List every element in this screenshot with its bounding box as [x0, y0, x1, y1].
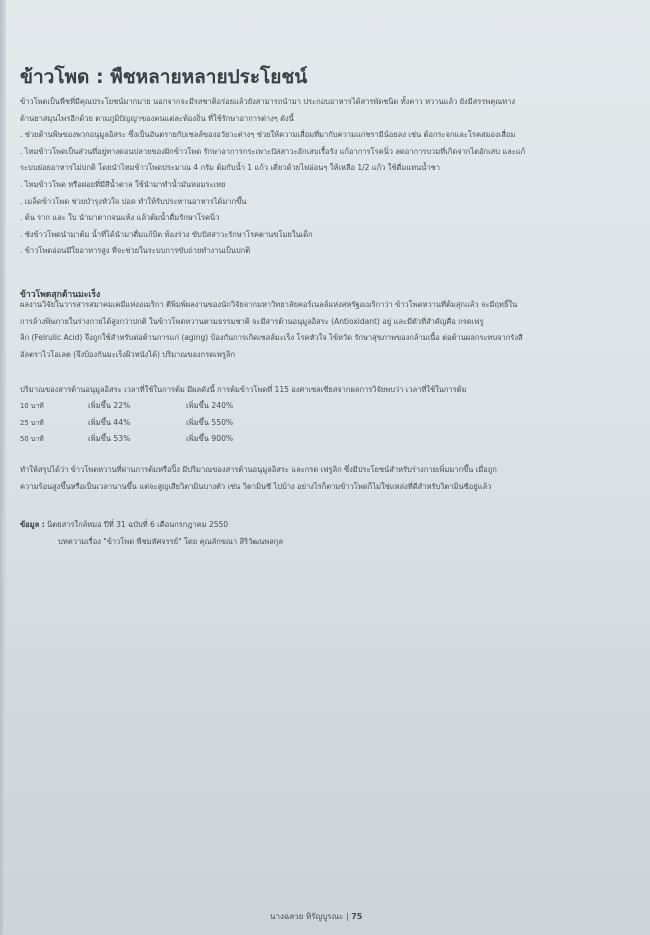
page-footer: [270, 910, 362, 923]
benefit-item: . ต้น ราก และ ใบ นำมาตากจนแห้ง แล้วต้มน้ำดื่มรักษาโรคนิ่ว: [20, 213, 220, 223]
section-heading: ข้าวโพดสุกต้านมะเร็ง: [20, 290, 101, 300]
source-citation: [20, 517, 283, 550]
benefit-item: . ช่วยต้านพิษของพวกอนุมูลอิสระ ซึ่งเป็นอันตรายกับเซลล์ของอวัยวะต่างๆ ช่วยให้ความเสื่อมที่มากับความแก่ชรามีน้อยลง เช่น ต้อกระจกและโรคสมองเสื่อม: [20, 130, 516, 140]
magazine-reference: นิตยสารใกล้หมอ ปีที่ 31 ฉบับที่ 6 เดือนกรกฎาคม 2550: [44, 520, 229, 529]
paragraph-line: ทำให้สรุปได้ว่า ข้าวโพดหวานที่ผ่านการต้มหรือปิ้ง มีปริมาณของสารต้านอนุมูลอิสระ และกรด เฟรูลิก ซึ่งมีประโยชน์สำหรับร่างกายเพิ่มมากขึ้น เมื่อถูก: [20, 465, 497, 474]
intro-line: ด้านยาสมุนไพรอีกด้วย ตามภูมิปัญญาของคนแต่ละท้องถิ่น ที่ใช้รักษาอาการต่างๆ ดังนี้: [20, 113, 294, 123]
paragraph-line: การล้างพิษภายในร่างกายได้สูงกว่าปกติ ในข้าวโพดหวานตามธรรมชาติ จะมีสารต้านอนุมูลอิสระ (Antioxidant) อยู่ และมีตัวที่สำคัญคือ กรดเฟรู: [20, 316, 484, 326]
ferulic-increase: เพิ่มขึ้น 900%: [186, 434, 234, 444]
paragraph-line: ปริมาณของสารต้านอนุมูลอิสระ เวลาที่ใช้ในการต้ม มีผลดังนี้ การต้มข้าวโพดที่ 115 องศาเซลเซียสจากผลการวิจัยพบว่า เวลาที่ใช้ในการต้ม: [20, 385, 467, 394]
benefit-item: . ซังข้าวโพดนำมาต้ม น้ำที่ได้นำมาดื่มแก้บิด ท้องร่วง ขับปัสสาวะรักษาโรคตานขโมยในเด็ก: [20, 229, 313, 239]
page-number: 75: [351, 912, 363, 921]
benefit-item: . ไหมข้าวโพดเป็นส่วนที่อยู่ทางตอนปลายของฝักข้าวโพด รักษาอาการกระเพาะปัสสาวะอักเสบเรื้อรัง แก้อาการโรคนิ่ว ลดอาการบวมที่เกิดจากไตอักเสบ และแก้: [20, 146, 526, 156]
ferulic-increase: เพิ่มขึ้น 550%: [186, 417, 234, 427]
paragraph-line: ลิก (Felrulic Acid) จึงถูกใช้สำหรับต่อต้านการแก่ (aging) ป้องกันการเกิดเซลล์มะเร็ง โรคหัวใจ ไข้หวัด รักษาสุขภาพของกล้ามเนื้อ ต่อต้านผลกระทบจากรังสี: [20, 333, 523, 343]
boil-time: 25 นาที: [20, 418, 44, 427]
paragraph-line: อัลตราไวโอเลต (จึงป้องกันมะเร็งผิวหนังได้) ปริมาณของกรดเฟรูลิก: [20, 349, 236, 359]
amount-intro: [20, 382, 467, 399]
benefit-item: . ข้าวโพดอ่อนมีใยอาหารสูง ที่จะช่วยในระบบการขับถ่ายทำงานเป็นปกติ: [20, 246, 251, 256]
benefit-item: . เมล็ดข้าวโพด ช่วยบำรุงหัวใจ ปอด ทำให้รับประทานอาหารได้มากขึ้น: [20, 196, 247, 206]
article-reference: บทความเรื่อง "ข้าวโพด พืชมหัศจรรย์" โดย คุณลักขณา สิริวัฒนพลกุล: [58, 536, 283, 546]
antioxidant-increase: เพิ่มขึ้น 53%: [88, 434, 131, 444]
conclusion-paragraph: [20, 462, 497, 495]
antioxidant-increase: เพิ่มขึ้น 44%: [88, 417, 131, 427]
source-label: ข้อมูล :: [20, 520, 45, 529]
footer-separator: |: [343, 912, 352, 921]
benefit-item: . ไหมข้าวโพด หรือฝอยที่มีสีน้ำตาล ใช้นำมาทำน้ำมันหอมระเหย: [20, 179, 226, 189]
citation-line: [20, 517, 283, 534]
antioxidant-increase: เพิ่มขึ้น 22%: [88, 401, 131, 410]
boil-time: 50 นาที: [20, 435, 44, 444]
ferulic-increase: เพิ่มขึ้น 240%: [186, 401, 234, 410]
page-title: ข้าวโพด : พืชหลายหลายประโยชน์: [20, 66, 308, 88]
paragraph-line: ผลงานวิจัยในวารสารสมาคมเคมีแห่งอเมริกา ตีพิมพ์ผลงานของนักวิจัยจากมหาวิทยาลัยคอร์เนลล์แห่งสหรัฐอเมริกาว่า ข้าวโพดหวานที่ต้มสุกแล้ว จะมีฤทธิ์ใน: [20, 300, 518, 309]
page-edge-shadow: [0, 0, 6, 935]
research-paragraph: [20, 297, 523, 363]
intro-section: [20, 94, 525, 260]
benefit-item-continued: ระบบย่อยอาหารไม่ปกติ โดยนำไหมข้าวโพดประมาณ 4 กรัม ต้มกับน้ำ 1 แก้ว เคี่ยวด้วยไฟอ่อนๆ ให้เหลือ 1/2 แก้ว ใช้ดื่มแทนน้ำชา: [20, 163, 440, 173]
footer-author: นางฉลวย หิรัญบูรณะ: [270, 912, 344, 921]
intro-line: ข้าวโพดเป็นพืชที่มีคุณประโยชน์มากมาย นอกจากจะมีรสชาติอร่อยแล้วยังสามารถนำมา ประกอบอาหารได้สารพัดชนิด ทั้งคาว หวานแล้ว ยังมีสรรพคุณทาง: [20, 97, 516, 106]
paragraph-line: ความร้อนสูงขึ้นหรือเป็นเวลานานขึ้น แต่จะสูญเสียวิตามินบางตัว เช่น วิตามินซี ไปบ้าง อย่างไรก็ตามข้าวโพดก็ไม่ใช่แหล่งที่ดีสำหรับวิตามินซีอยู่แล้ว: [20, 481, 492, 491]
boil-time: 10 นาที: [20, 402, 44, 410]
